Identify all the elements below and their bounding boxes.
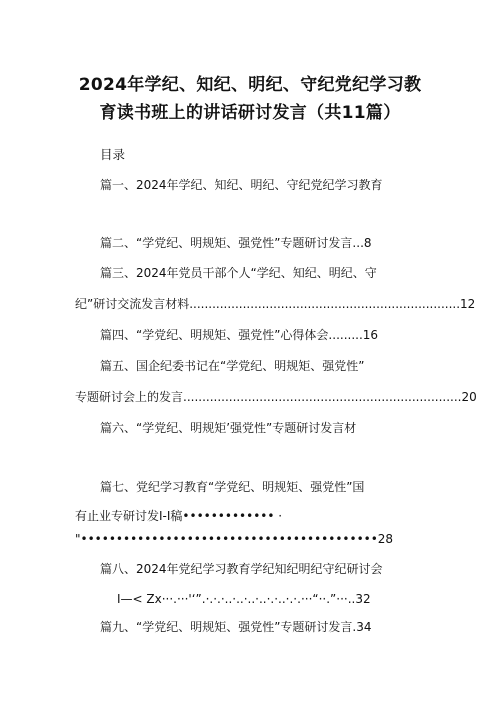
toc-entry: 篇二、“学党纪、明规矩、强党性”专题研讨发言...8 — [100, 236, 372, 250]
toc-entry-continued: 有止业专研讨发I-I稿••••••••••••• · — [75, 509, 283, 523]
toc-entry: 篇五、国企纪委书记在“学党纪、明规矩、强党性” — [100, 359, 365, 373]
document-title-line-2: 育读书班上的讲话研讨发言（共11篇） — [99, 103, 401, 123]
toc-entry-continued: 纪”研讨交流发言材料.......................................................................12 — [75, 297, 476, 311]
toc-entry: 篇一、2024年学纪、知纪、明纪、守纪党纪学习教育 — [100, 178, 383, 192]
toc-entry: 篇三、2024年党员干部个人“学纪、知纪、明纪、守 — [100, 266, 377, 280]
toc-entry: 篇八、2024年党纪学习教育学纪知纪明纪守纪研讨会 — [100, 562, 383, 576]
toc-entry: 篇六、“学党纪、明规矩’强党性”专题研讨发言材 — [100, 421, 357, 435]
toc-heading: 目录 — [100, 147, 126, 162]
toc-entry: 篇九、“学党纪、明规矩、强党性”专题研讨发言.34 — [100, 620, 372, 634]
toc-entry-continued: 专题研讨会上的发言.........................................................................20 — [75, 390, 477, 404]
document-title-line-1: 2024年学纪、知纪、明纪、守纪党纪学习教 — [78, 75, 422, 95]
toc-entry-continued: I—< Zx···.···'‘”.·.·.·..·..·..·..·.·..·.·.···“··.”···..32 — [117, 592, 371, 606]
toc-entry: 篇七、党纪学习教育“学党纪、明规矩、强党性”国 — [100, 480, 365, 494]
toc-entry: 篇四、“学党纪、明规矩、强党性”心得体会.........16 — [100, 328, 379, 342]
toc-entry-continued: "••••••••••••••••••••••••••••••••••••••••••28 — [75, 532, 394, 546]
